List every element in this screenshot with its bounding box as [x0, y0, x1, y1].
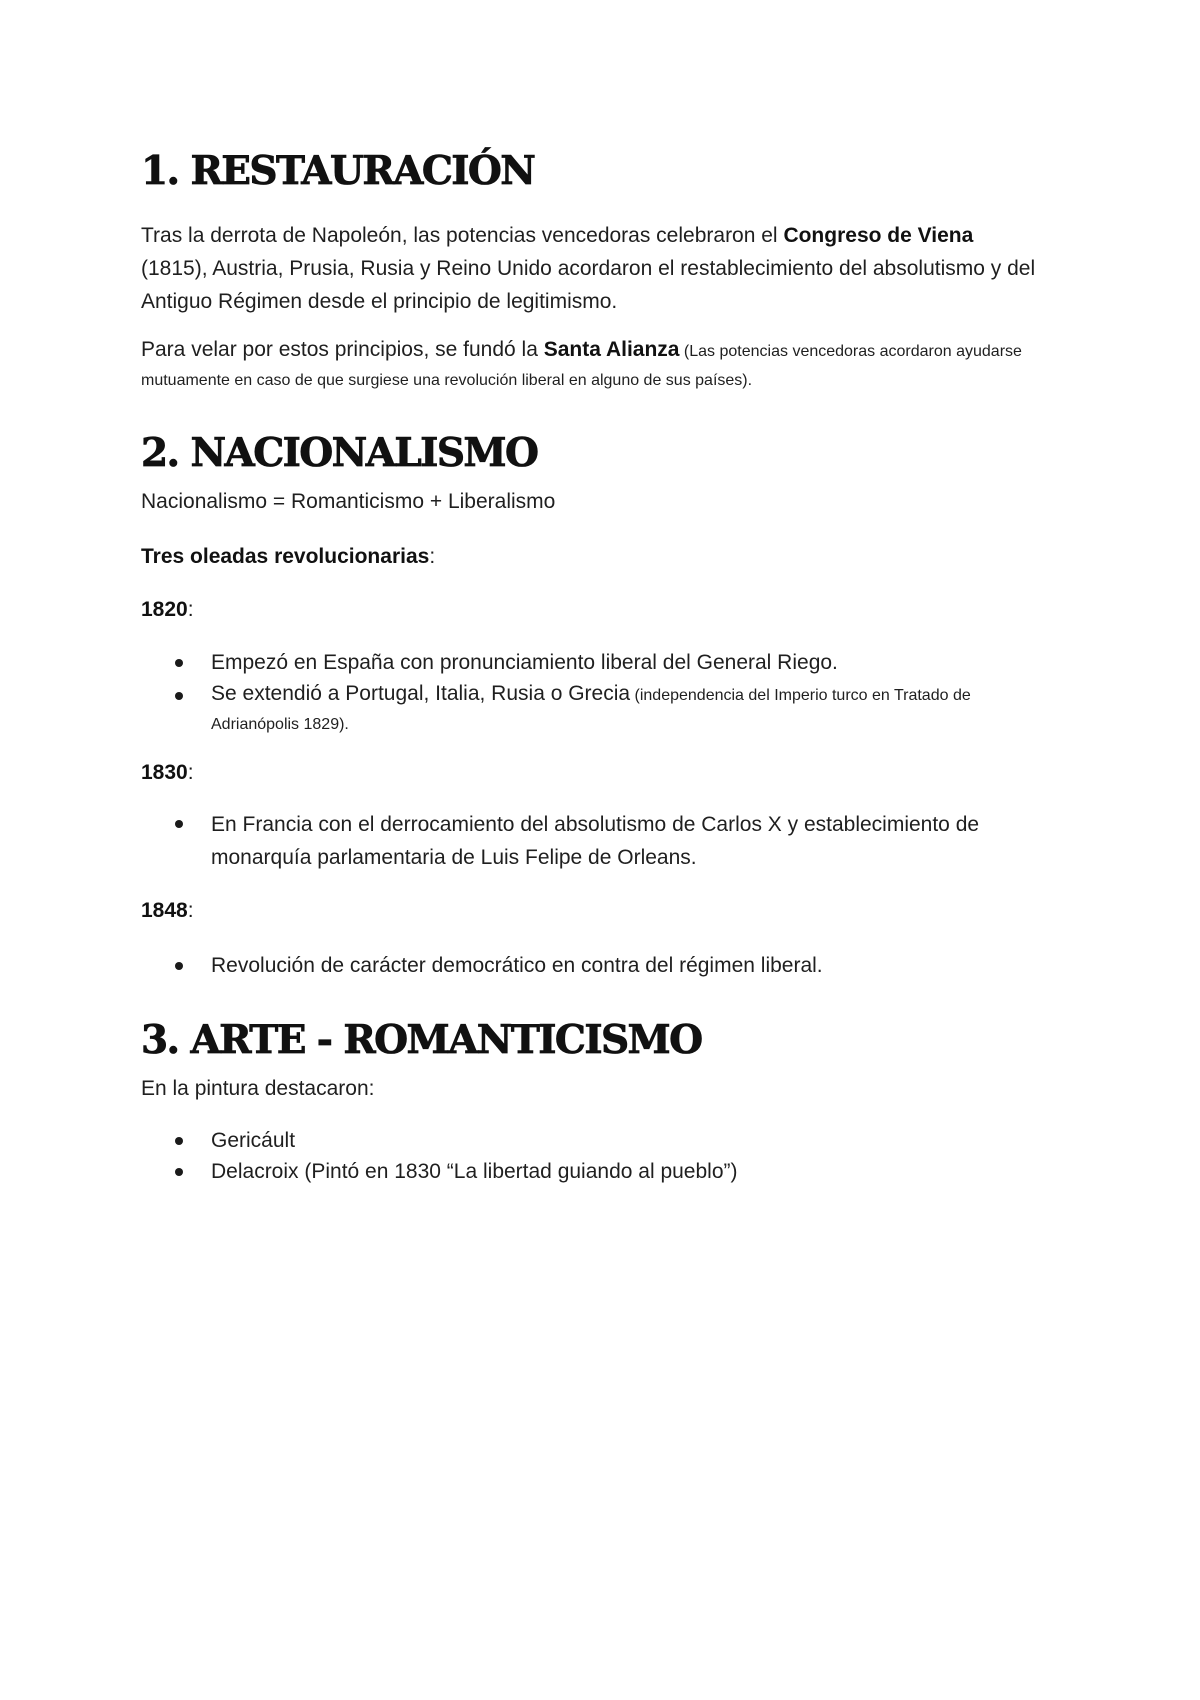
year-1830 [141, 758, 1041, 788]
bullet-icon [175, 1137, 183, 1145]
year-1848 [141, 896, 1041, 926]
colon: : [187, 760, 194, 784]
list-item-text: Revolución de carácter democrático en contra del régimen liberal. [211, 953, 823, 977]
heading-nacionalismo: 2. NACIONALISMO [141, 429, 538, 476]
list-item [211, 1156, 1041, 1187]
list-item-text: Gericáult [211, 1128, 296, 1152]
list-1830 [141, 808, 1041, 874]
list-item [211, 647, 1041, 678]
list-1820 [141, 647, 1041, 738]
list-item [211, 680, 1041, 738]
paragraph-congreso-viena [141, 219, 1041, 318]
colon: : [187, 597, 194, 621]
list-item [211, 808, 1041, 874]
paragraph-text: Para velar por estos principios, se fundó la [141, 337, 544, 361]
bold-term-congreso-viena: Congreso de Viena [783, 223, 974, 247]
bullet-icon [175, 820, 183, 828]
formula-text: Nacionalismo = Romanticismo + Liberalismo [141, 489, 556, 513]
document-page [141, 150, 1041, 1187]
list-item-text: En Francia con el derrocamiento del absolutismo de Carlos X y establecimiento de monarquía parlamentaria de Luis Felipe de Orleans. [211, 812, 980, 869]
paragraph-note: (Las potencias vencedoras acordaron ayudarse mutuamente en caso de que surgiese una revolución liberal en alguno de sus países). [141, 342, 1022, 389]
bullet-icon [175, 1168, 183, 1176]
paragraph-pintura: En la pintura destacaron: [141, 1076, 375, 1100]
colon: : [187, 898, 194, 922]
waves-label: Tres oleadas revolucionarias [141, 544, 430, 568]
bold-term-santa-alianza: Santa Alianza [543, 337, 680, 361]
bullet-icon [175, 962, 183, 970]
bullet-icon [175, 692, 183, 700]
heading-restauracion: 1. RESTAURACIÓN [141, 148, 535, 194]
heading-arte-romanticismo: 3. ARTE - ROMANTICISMO [141, 1016, 702, 1063]
year-1820 [141, 595, 1041, 625]
paragraph-text: (1815), Austria, Prusia, Rusia y Reino Unido acordaron el restablecimiento del absolutismo y del Antiguo Régimen desde el principio de legitimismo. [141, 256, 1036, 313]
colon: : [429, 544, 436, 568]
list-1848 [141, 950, 1041, 981]
bullet-icon [175, 659, 183, 667]
list-item-text: Empezó en España con pronunciamiento liberal del General Riego. [211, 650, 838, 674]
list-pintores [141, 1125, 1041, 1187]
paragraph-santa-alianza [141, 336, 1041, 394]
paragraph-text: Tras la derrota de Napoleón, las potencias vencedoras celebraron el [141, 223, 784, 247]
list-item-text: Se extendió a Portugal, Italia, Rusia o Grecia [211, 681, 631, 705]
year-label: 1848 [141, 898, 188, 922]
list-item [211, 950, 1041, 981]
list-item-note: (independencia del Imperio turco en Tratado de Adrianópolis 1829). [211, 686, 971, 733]
list-item-text: Delacroix (Pintó en 1830 “La libertad guiando al pueblo”) [211, 1159, 738, 1183]
year-label: 1820 [141, 597, 188, 621]
year-label: 1830 [141, 760, 188, 784]
waves-label-line [141, 540, 1041, 573]
list-item [211, 1125, 1041, 1156]
